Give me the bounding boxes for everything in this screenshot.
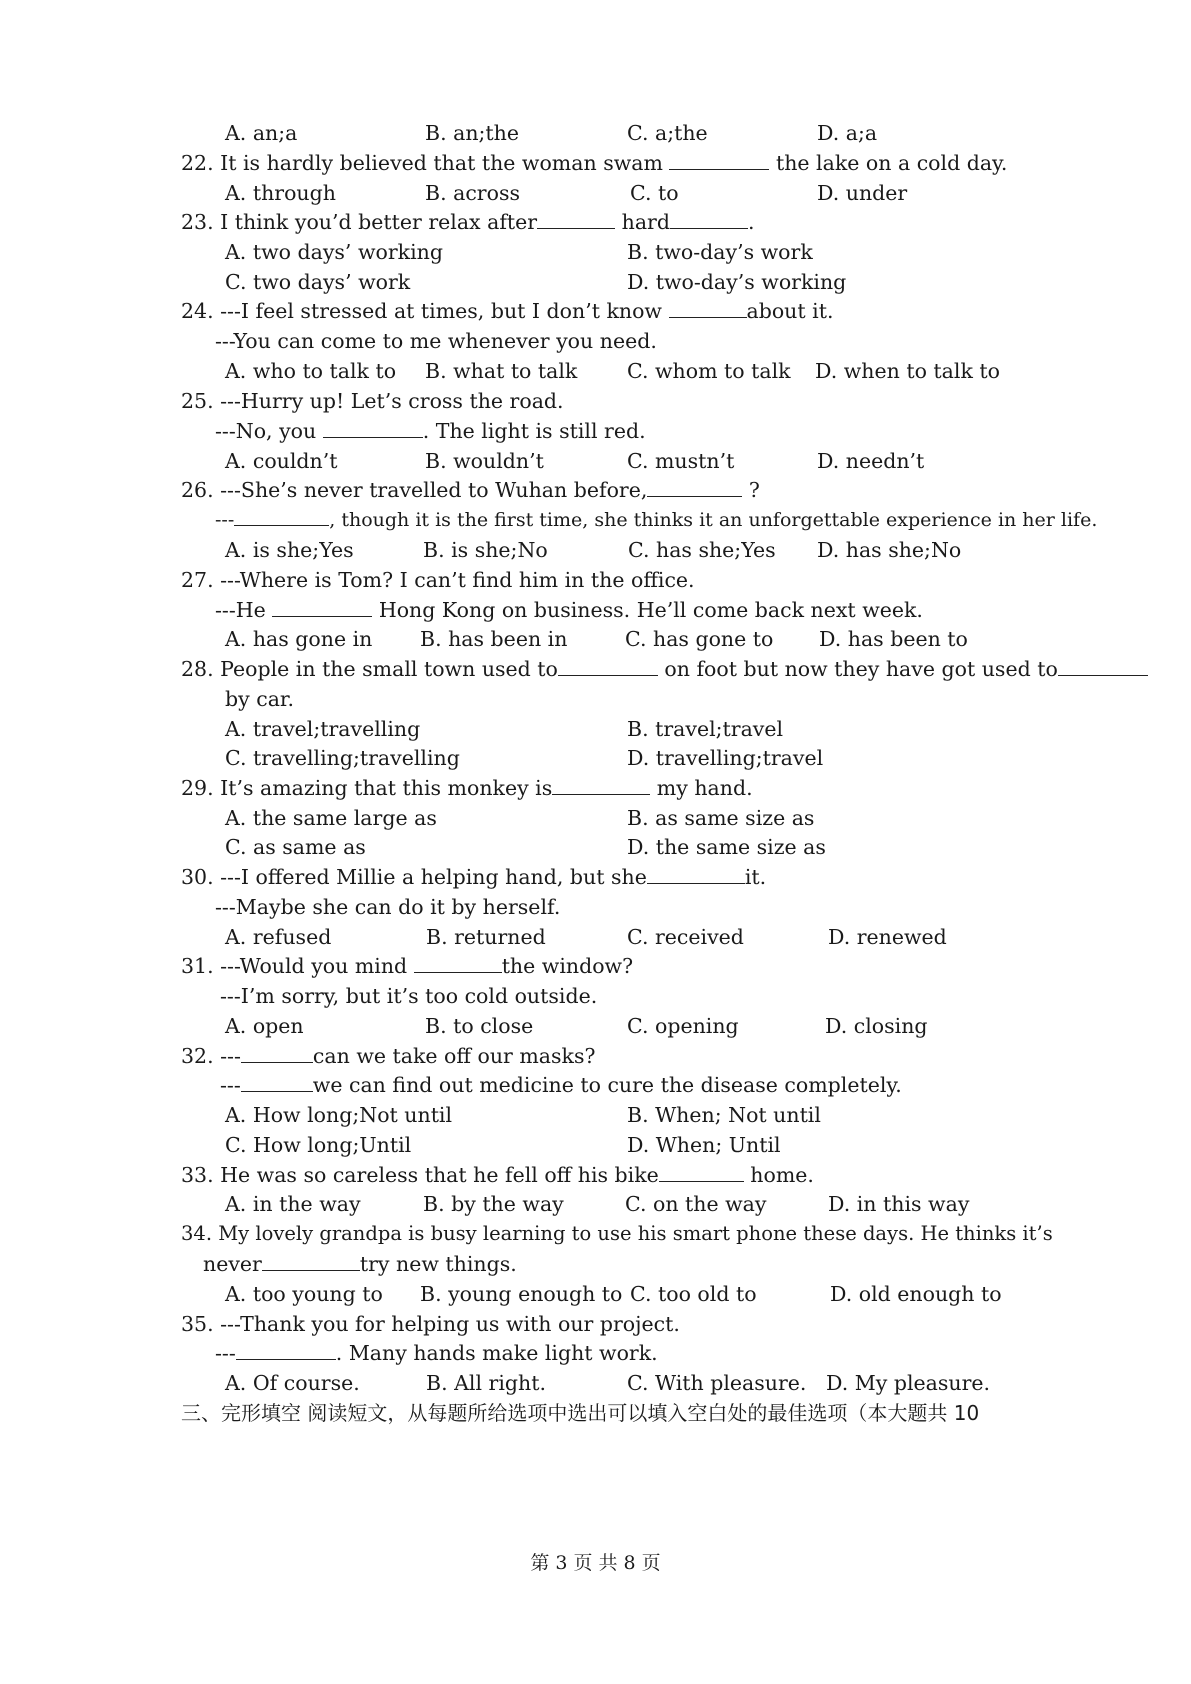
q25-blank[interactable] [323,419,423,438]
q33-stem [181,1162,814,1188]
q30-option-d[interactable]: D. renewed [828,925,947,949]
q33-option-a[interactable]: A. in the way [225,1192,361,1216]
q34-option-a[interactable]: A. too young to [225,1282,383,1306]
q31-reply: ---I’m sorry, but it’s too cold outside. [220,984,598,1008]
q27-stem: 27. ---Where is Tom? I can’t find him in the office. [181,568,695,592]
q23-stem [181,209,755,235]
q25-reply-pre: ---No, you [215,419,323,443]
q33-stem-post: home. [743,1163,814,1187]
q31-stem [181,953,633,979]
q29-option-d[interactable]: D. the same size as [627,835,826,859]
q33-option-d[interactable]: D. in this way [828,1192,970,1216]
q28-blank-2[interactable] [1058,657,1148,676]
q32-reply [220,1072,902,1098]
q30-stem-post: it. [744,865,767,889]
q26-reply-pre: --- [215,509,235,531]
q30-option-c[interactable]: C. received [627,925,744,949]
q32-option-b[interactable]: B. When; Not until [627,1103,821,1127]
q32-stem-post: can we take off our masks? [312,1044,596,1068]
q34-stem-post: try new things. [359,1252,517,1276]
q21-option-c[interactable]: C. a;the [627,121,708,145]
q35-reply [215,1340,658,1366]
section-3-heading: 三、完形填空 阅读短文，从每题所给选项中选出可以填入空白处的最佳选项（本大题共 10 [181,1401,980,1425]
q35-reply-pre: --- [215,1341,236,1365]
q33-option-b[interactable]: B. by the way [423,1192,564,1216]
q24-option-c[interactable]: C. whom to talk [627,359,791,383]
q26-option-d[interactable]: D. has she;No [817,538,962,562]
q35-stem: 35. ---Thank you for helping us with our project. [181,1312,680,1336]
q26-stem [181,477,760,503]
q31-option-a[interactable]: A. open [225,1014,304,1038]
q32-reply-pre: --- [220,1073,241,1097]
q24-option-d[interactable]: D. when to talk to [815,359,1000,383]
q35-option-b[interactable]: B. All right. [426,1371,546,1395]
q34-option-d[interactable]: D. old enough to [830,1282,1002,1306]
q25-reply [215,418,646,444]
q29-option-c[interactable]: C. as same as [225,835,366,859]
q31-option-b[interactable]: B. to close [425,1014,534,1038]
q24-stem-pre: 24. ---I feel stressed at times, but I don’t know [181,299,669,323]
q32-option-d[interactable]: D. When; Until [627,1133,781,1157]
q28-stem [181,656,1148,682]
q26-stem-post: ? [742,478,760,502]
q23-blank-1[interactable] [537,210,615,229]
q29-blank[interactable] [552,776,650,795]
q30-option-b[interactable]: B. returned [426,925,546,949]
q34-stem-pre: never [203,1252,262,1276]
q35-reply-post: . Many hands make light work. [335,1341,658,1365]
q25-option-d[interactable]: D. needn’t [817,449,925,473]
q23-stem-pre: 23. I think you’d better relax after [181,210,538,234]
q27-option-d[interactable]: D. has been to [819,627,968,651]
q31-stem-pre: 31. ---Would you mind [181,954,414,978]
q35-option-a[interactable]: A. Of course. [225,1371,360,1395]
q26-option-b[interactable]: B. is she;No [423,538,548,562]
q35-blank[interactable] [236,1341,336,1360]
q31-option-c[interactable]: C. opening [627,1014,739,1038]
q24-reply: ---You can come to me whenever you need. [215,329,657,353]
q26-stem-pre: 26. ---She’s never travelled to Wuhan before, [181,478,648,502]
q29-option-b[interactable]: B. as same size as [627,806,815,830]
q24-option-b[interactable]: B. what to talk [425,359,578,383]
q22-blank[interactable] [669,151,769,170]
q22-stem [181,150,1007,176]
q35-option-c[interactable]: C. With pleasure. [627,1371,807,1395]
q27-blank[interactable] [272,598,372,617]
q23-option-c[interactable]: C. two days’ work [225,270,411,294]
q30-reply: ---Maybe she can do it by herself. [215,895,561,919]
q33-blank[interactable] [659,1163,744,1182]
q32-reply-post: we can find out medicine to cure the disease completely. [312,1073,902,1097]
q21-option-d[interactable]: D. a;a [817,121,878,145]
q32-blank-1[interactable] [241,1044,313,1063]
q31-stem-post: the window? [501,954,634,978]
q26-reply [215,507,1097,533]
q24-blank[interactable] [669,299,747,318]
q30-option-a[interactable]: A. refused [225,925,332,949]
q25-reply-post: . The light is still red. [422,419,646,443]
q25-option-a[interactable]: A. couldn’t [225,449,338,473]
q32-blank-2[interactable] [241,1073,313,1092]
q23-blank-2[interactable] [670,210,748,229]
q22-stem-post: the lake on a cold day. [769,151,1008,175]
q21-option-b[interactable]: B. an;the [425,121,520,145]
q32-option-a[interactable]: A. How long;Not until [225,1103,453,1127]
q24-stem [181,298,833,324]
q27-option-c[interactable]: C. has gone to [625,627,774,651]
q21-option-a[interactable]: A. an;a [225,121,298,145]
q23-stem-post: . [747,210,755,234]
q28-option-d[interactable]: D. travelling;travel [627,746,824,770]
q27-reply [215,597,923,623]
q26-blank-2[interactable] [234,507,329,526]
q31-option-d[interactable]: D. closing [825,1014,928,1038]
q28-option-a[interactable]: A. travel;travelling [225,717,421,741]
q24-option-a[interactable]: A. who to talk to [225,359,397,383]
q28-option-c[interactable]: C. travelling;travelling [225,746,460,770]
q34-stem-cont [203,1251,517,1277]
q22-option-b[interactable]: B. across [425,181,520,205]
q22-option-c[interactable]: C. to [630,181,679,205]
q30-stem [181,864,766,890]
q28-option-b[interactable]: B. travel;travel [627,717,784,741]
q28-stem-pre: 28. People in the small town used to [181,657,558,681]
q32-stem [181,1043,595,1069]
q28-stem-mid: on foot but now they have got used to [657,657,1058,681]
q26-reply-post: , though it is the first time, she thinks it an unforgettable experience in her life. [329,509,1098,531]
q22-stem-pre: 22. It is hardly believed that the woman swam [181,151,670,175]
q26-blank-1[interactable] [647,478,742,497]
q24-stem-post: about it. [746,299,834,323]
q33-stem-pre: 33. He was so careless that he fell off his bike [181,1163,659,1187]
q29-stem-post: my hand. [650,776,753,800]
page-footer: 第 3 页 共 8 页 [530,1552,661,1574]
q27-option-b[interactable]: B. has been in [420,627,568,651]
q23-stem-mid: hard [615,210,670,234]
q25-option-b[interactable]: B. wouldn’t [425,449,544,473]
q34-option-c[interactable]: C. too old to [630,1282,757,1306]
q23-option-b[interactable]: B. two-day’s work [627,240,813,264]
q33-option-c[interactable]: C. on the way [625,1192,767,1216]
q25-option-c[interactable]: C. mustn’t [627,449,735,473]
q31-blank[interactable] [414,954,502,973]
q32-stem-pre: 32. --- [181,1044,241,1068]
q27-reply-pre: ---He [215,598,273,622]
q34-blank[interactable] [262,1252,360,1271]
q29-stem [181,775,753,801]
q34-stem: 34. My lovely grandpa is busy learning to use his smart phone these days. He thinks it’s [181,1222,1053,1245]
q26-option-a[interactable]: A. is she;Yes [225,538,354,562]
q30-stem-pre: 30. ---I offered Millie a helping hand, but she [181,865,647,889]
q23-option-d[interactable]: D. two-day’s working [627,270,847,294]
q23-option-a[interactable]: A. two days’ working [225,240,443,264]
q22-option-d[interactable]: D. under [817,181,908,205]
q28-stem-cont: by car. [225,687,294,711]
q25-stem: 25. ---Hurry up! Let’s cross the road. [181,389,564,413]
q32-option-c[interactable]: C. How long;Until [225,1133,412,1157]
q27-option-a[interactable]: A. has gone in [225,627,373,651]
q26-option-c[interactable]: C. has she;Yes [628,538,776,562]
q22-option-a[interactable]: A. through [225,181,336,205]
q34-option-b[interactable]: B. young enough to [420,1282,623,1306]
q30-blank[interactable] [647,865,745,884]
q28-blank-1[interactable] [558,657,658,676]
q35-option-d[interactable]: D. My pleasure. [826,1371,991,1395]
q27-reply-post: Hong Kong on business. He’ll come back next week. [372,598,923,622]
q29-option-a[interactable]: A. the same large as [225,806,437,830]
q29-stem-pre: 29. It’s amazing that this monkey is [181,776,553,800]
